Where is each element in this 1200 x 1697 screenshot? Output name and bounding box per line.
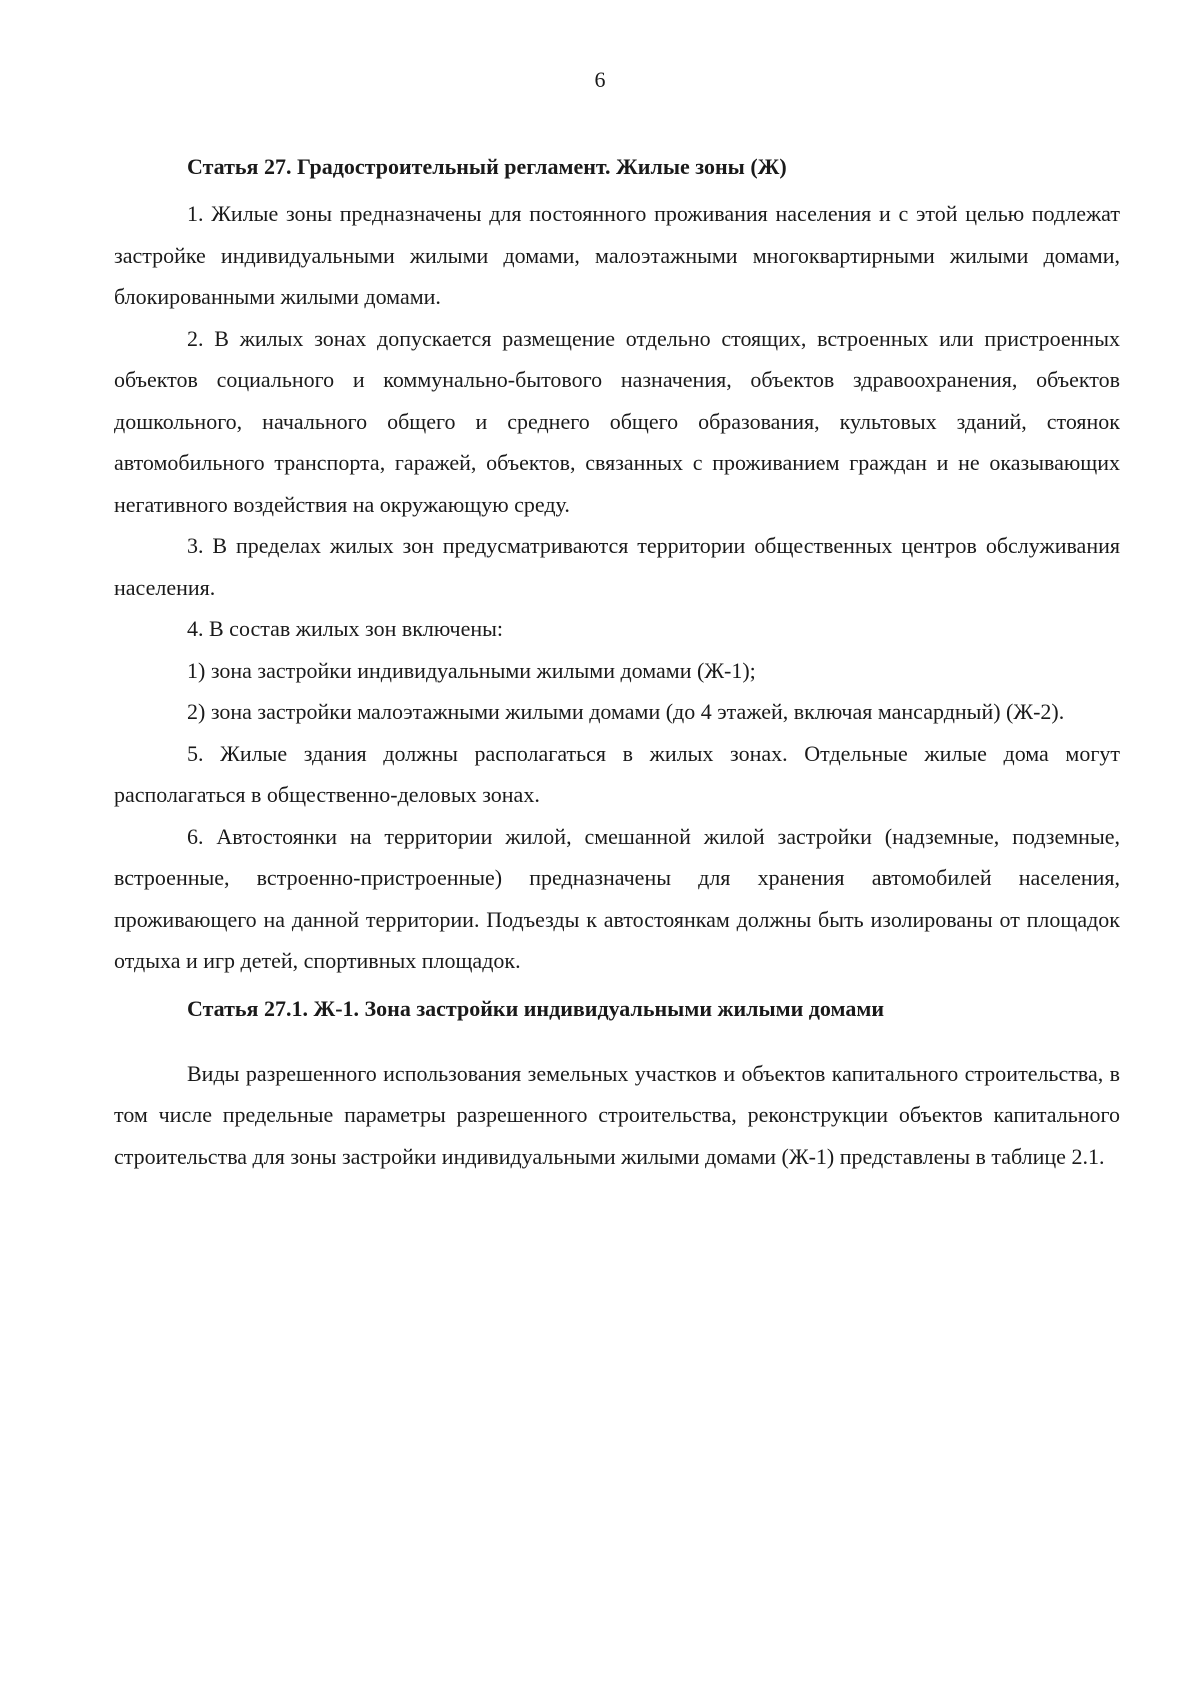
page-content (114, 152, 1120, 1177)
article-27-item-4: 4. В состав жилых зон включены: (187, 616, 504, 641)
article-27-item-1: 1. Жилые зоны предназначены для постоянного проживания населения и с этой целью подлежат застройке индивидуальными жилыми домами, малоэтажными многоквартирными жилыми домами, блокированными жилыми домами. (114, 201, 1120, 309)
article-27-title: Статья 27. Градостроительный регламент. Жилые зоны (Ж) (187, 154, 787, 179)
article-27-item-5: 5. Жилые здания должны располагаться в жилых зонах. Отдельные жилые дома могут располагаться в общественно-деловых зонах. (114, 740, 1120, 807)
article-27-item-2: 2. В жилых зонах допускается размещение отдельно стоящих, встроенных или пристроенных объектов социального и коммунально-бытового назначения, объектов здравоохранения, объектов дошкольного, начального общего и среднего общего образования, культовых зданий, стоянок автомобильного транспорта, гаражей, объектов, связанных с проживанием граждан и не оказывающих негативного воздействия на окружающую среду. (114, 325, 1120, 517)
article-27-1-paragraph: Виды разрешенного использования земельных участков и объектов капитального строительства, в том числе предельные параметры разрешенного строительства, реконструкции объектов капитального строительства для зоны застройки индивидуальными жилыми домами (Ж-1) представлены в таблице 2.1. (114, 1060, 1120, 1169)
article-27-1-title: Статья 27.1. Ж-1. Зона застройки индивидуальными жилыми домами (187, 995, 885, 1021)
article-27-subitem-2: 2) зона застройки малоэтажными жилыми домами (до 4 этажей, включая мансардный) (Ж-2). (187, 699, 1065, 724)
article-27-item-3: 3. В пределах жилых зон предусматриваются территории общественных центров обслуживания населения. (114, 533, 1120, 600)
article-27-item-6: 6. Автостоянки на территории жилой, смешанной жилой застройки (надземные, подземные, встроенные, встроенно-пристроенные) предназначены для хранения автомобилей населения, проживающего на данной территории. Подъезды к автостоянкам должны быть изолированы от площадок отдыха и игр детей, спортивных площадок. (114, 823, 1120, 973)
page-number: 6 (594, 67, 606, 92)
article-27-subitem-1: 1) зона застройки индивидуальными жилыми домами (Ж-1); (187, 657, 756, 683)
